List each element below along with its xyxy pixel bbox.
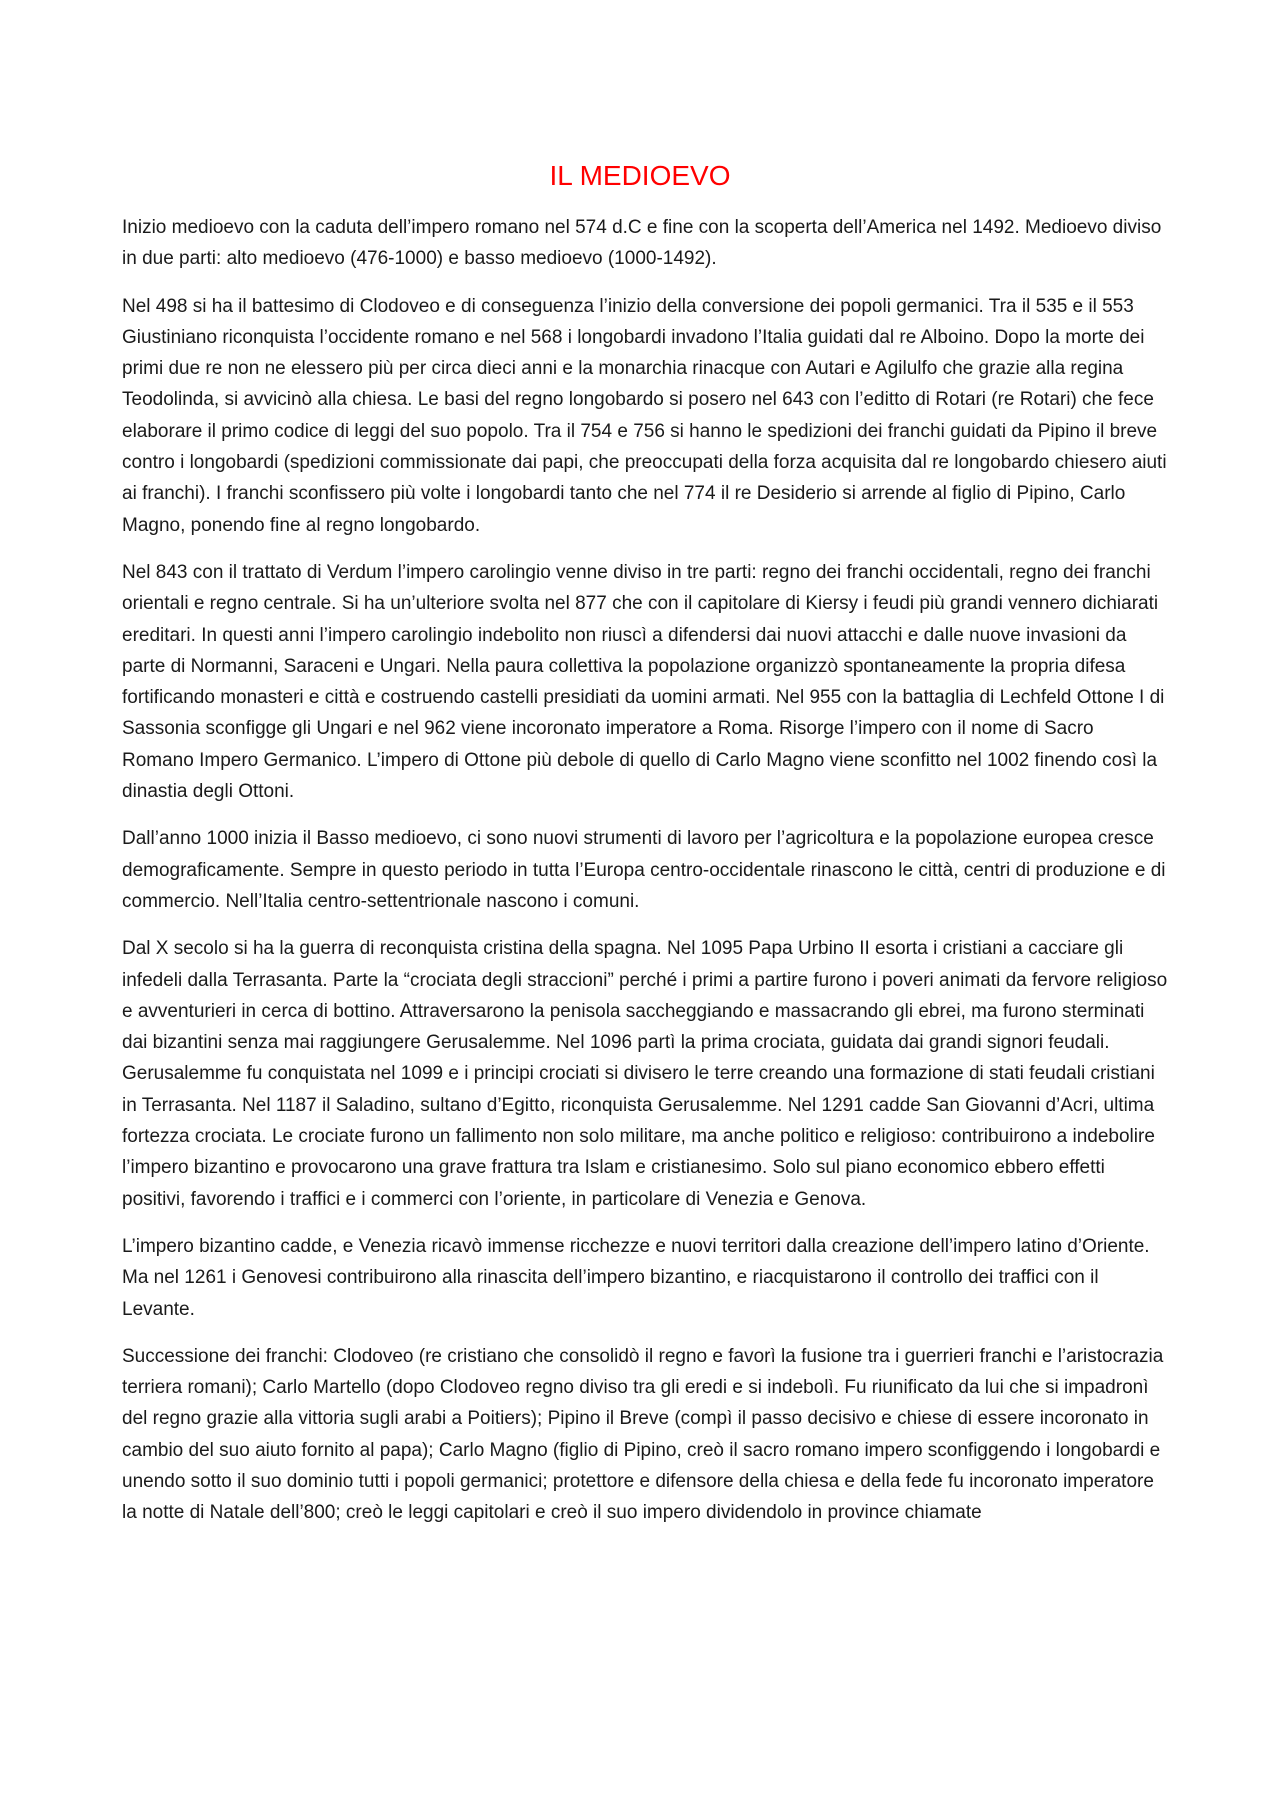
paragraph-franchi: Successione dei franchi: Clodoveo (re cristiano che consolidò il regno e favorì la fusione tra i guerrieri franchi e l’aristocrazia terriera romani); Carlo Martello (dopo Clodoveo regno diviso tra gli eredi e si indebolì. Fu riunificato da lui che si impadronì del regno grazie alla vittoria sugli arabi a Poitiers); Pipino il Breve (compì il passo decisivo e chiese di essere incoronato in cambio del suo aiuto fornito al papa); Carlo Magno (figlio di Pipino, creò il sacro romano impero sconfiggendo i longobardi e unendo sotto il suo dominio tutti i popoli germanici; protettore e difensore della chiesa e della fede fu incoronato imperatore la notte di Natale dell’800; creò le leggi capitolari e creò il suo impero dividendolo in province chiamate bbox=[122, 1345, 1164, 1524]
paragraph-bizantini: L’impero bizantino cadde, e Venezia ricavò immense ricchezze e nuovi territori dalla creazione dell’impero latino d’Oriente. Ma nel 1261 i Genovesi contribuirono alla rinascita dell’impero bizantino, e riacquistarono il controllo dei traffici con il Levante. bbox=[122, 1235, 1150, 1320]
paragraph-basso-medioevo: Dall’anno 1000 inizia il Basso medioevo, ci sono nuovi strumenti di lavoro per l’agricoltura e la popolazione europea cresce demograficamente. Sempre in questo periodo in tutta l’Europa centro-occidentale rinascono le città, centri di produzione e di commercio. Nell’Italia centro-settentrionale nascono i comuni. bbox=[122, 828, 1166, 912]
paragraph-longobardi: Nel 498 si ha il battesimo di Clodoveo e di conseguenza l’inizio della conversione dei popoli germanici. Tra il 535 e il 553 Giustiniano riconquista l’occidente romano e nel 568 i longobardi invadono l’Italia guidati dal re Alboino. Dopo la morte dei primi due re non ne elessero più per circa dieci anni e la monarchia rinacque con Autari e Agilulfo che grazie alla regina Teodolinda, si avvicinò alla chiesa. Le basi del regno longobardo si posero nel 643 con l’editto di Rotari (re Rotari) che fece elaborare il primo codice di leggi del suo popolo. Tra il 754 e 756 si hanno le spedizioni dei franchi guidati da Pipino il breve contro i longobardi (spedizioni commissionate dai papi, che preoccupati della forza acquisita dal re longobardo chiesero aiuti ai franchi). I franchi sconfissero più volte i longobardi tanto che nel 774 il re Desiderio si arrende al figlio di Pipino, Carlo Magno, ponendo fine al regno longobardo. bbox=[122, 295, 1167, 536]
paragraph-carolingi: Nel 843 con il trattato di Verdum l’impero carolingio venne diviso in tre parti: regno dei franchi occidentali, regno dei franchi orientali e regno centrale. Si ha un’ulteriore svolta nel 877 che con il capitolare di Kiersy i feudi più grandi vennero dichiarati ereditari. In questi anni l’impero carolingio indebolito non riuscì a difendersi dai nuovi attacchi e dalle nuove invasioni da parte di Normanni, Saraceni e Ungari. Nella paura collettiva la popolazione organizzò spontaneamente la propria difesa fortificando monasteri e città e costruendo castelli presidiati da uomini armati. Nel 955 con la battaglia di Lechfeld Ottone I di Sassonia sconfigge gli Ungari e nel 962 viene incoronato imperatore a Roma. Risorge l’impero con il nome di Sacro Romano Impero Germanico. L’impero di Ottone più debole di quello di Carlo Magno viene sconfitto nel 1002 finendo così la dinastia degli Ottoni. bbox=[122, 561, 1165, 803]
document-body bbox=[122, 212, 1168, 1545]
page-title: IL MEDIOEVO bbox=[549, 160, 731, 191]
paragraph-crociate: Dal X secolo si ha la guerra di reconquista cristina della spagna. Nel 1095 Papa Urbino II esorta i cristiani a cacciare gli infedeli dalla Terrasanta. Parte la “crociata degli straccioni” perché i primi a partire furono i poveri animati da fervore religioso e avventurieri in cerca di bottino. Attraversarono la penisola saccheggiando e massacrando gli ebrei, ma furono sterminati dai bizantini senza mai raggiungere Gerusalemme. Nel 1096 partì la prima crociata, guidata dai grandi signori feudali. Gerusalemme fu conquistata nel 1099 e i principi crociati si divisero le terre creando una formazione di stati feudali cristiani in Terrasanta. Nel 1187 il Saladino, sultano d’Egitto, riconquista Gerusalemme. Nel 1291 cadde San Giovanni d’Acri, ultima fortezza crociata. Le crociate furono un fallimento non solo militare, ma anche politico e religioso: contribuirono a indebolire l’impero bizantino e provocarono una grave frattura tra Islam e cristianesimo. Solo sul piano economico ebbero effetti positivi, favorendo i traffici e i commerci con l’oriente, in particolare di Venezia e Genova. bbox=[122, 938, 1168, 1210]
paragraph-intro: Inizio medioevo con la caduta dell’impero romano nel 574 d.C e fine con la scoperta dell’America nel 1492. Medioevo diviso in due parti: alto medioevo (476-1000) e basso medioevo (1000-1492). bbox=[122, 217, 1162, 270]
